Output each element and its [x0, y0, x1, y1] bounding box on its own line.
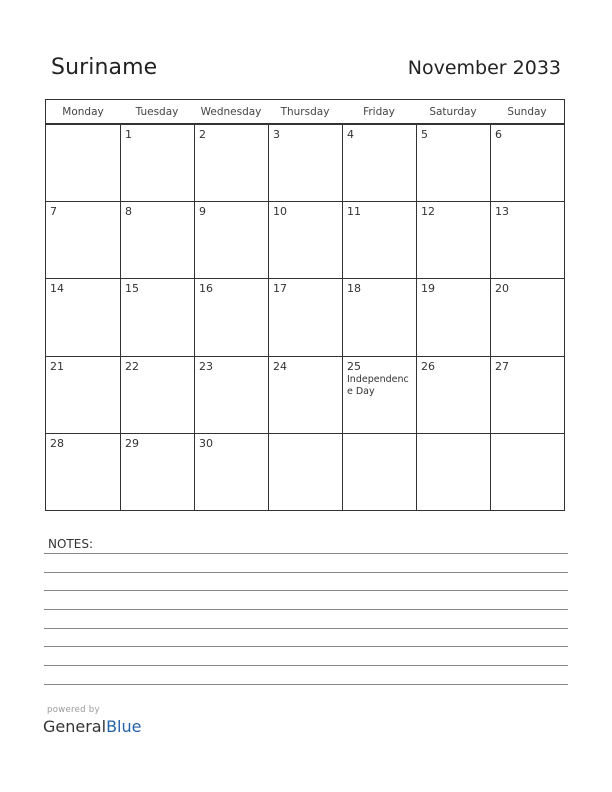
day-cell	[46, 201, 120, 278]
day-cell	[268, 356, 342, 433]
brand-general: General	[43, 717, 107, 736]
brand-blue: Blue	[106, 717, 142, 736]
day-number: 22	[125, 359, 139, 373]
month-title: November 2033	[407, 57, 561, 79]
country-title: Suriname	[51, 55, 158, 80]
day-number: 3	[273, 128, 280, 141]
day-cell	[342, 201, 416, 278]
day-cell	[490, 433, 564, 510]
note-line	[44, 590, 568, 591]
note-line	[44, 553, 568, 554]
day-cell	[120, 278, 194, 355]
day-number: 1	[125, 128, 132, 141]
day-number: 23	[199, 359, 213, 373]
day-number: 20	[495, 282, 509, 296]
day-cell	[120, 124, 194, 201]
notes-label: NOTES:	[48, 537, 93, 551]
day-cell	[268, 201, 342, 278]
day-number: 5	[421, 128, 428, 141]
day-number: 4	[347, 128, 354, 141]
note-line	[44, 684, 568, 685]
day-cell	[342, 433, 416, 510]
day-number: 14	[50, 282, 64, 296]
day-number: 7	[50, 205, 57, 219]
day-cell	[416, 356, 490, 433]
day-cell	[46, 356, 120, 433]
day-number: 18	[347, 282, 361, 296]
day-cell	[416, 433, 490, 510]
day-cell	[490, 278, 564, 355]
day-number: 2	[199, 128, 206, 141]
day-cell	[268, 278, 342, 355]
day-number: 21	[50, 359, 64, 373]
day-number: 28	[50, 436, 64, 450]
note-line	[44, 646, 568, 647]
day-number: 10	[273, 205, 287, 219]
day-number: 29	[125, 436, 139, 450]
day-cell	[490, 356, 564, 433]
note-line	[44, 628, 568, 629]
note-line	[44, 572, 568, 573]
day-number: 15	[125, 282, 139, 296]
day-cell	[46, 278, 120, 355]
day-cell	[268, 124, 342, 201]
day-number: 30	[199, 436, 213, 450]
day-cell	[490, 124, 564, 201]
day-cell	[268, 433, 342, 510]
day-number: 25	[347, 359, 361, 373]
weekday-header: Saturday	[416, 100, 490, 124]
day-cell	[416, 201, 490, 278]
note-line	[44, 665, 568, 666]
day-cell	[46, 433, 120, 510]
day-cell	[120, 433, 194, 510]
weekday-header: Wednesday	[194, 100, 268, 124]
day-number: 12	[421, 205, 435, 219]
day-number: 27	[495, 359, 509, 373]
day-number: 9	[199, 205, 206, 219]
calendar-grid	[45, 99, 565, 511]
day-cell	[342, 356, 416, 433]
weekday-header: Monday	[46, 100, 120, 124]
day-cell	[416, 124, 490, 201]
holiday-label: Independence Day	[347, 373, 409, 397]
day-cell	[490, 201, 564, 278]
note-line	[44, 609, 568, 610]
day-cell	[46, 124, 120, 201]
day-cell	[416, 278, 490, 355]
day-number: 19	[421, 282, 435, 296]
weekday-header: Friday	[342, 100, 416, 124]
day-number: 6	[495, 128, 502, 141]
weekday-header: Tuesday	[120, 100, 194, 124]
day-cell	[194, 433, 268, 510]
weekday-header: Thursday	[268, 100, 342, 124]
day-cell	[342, 278, 416, 355]
day-cell	[120, 356, 194, 433]
day-cell	[120, 201, 194, 278]
weekday-header: Sunday	[490, 100, 564, 124]
day-number: 8	[125, 205, 132, 219]
day-cell	[194, 278, 268, 355]
day-number: 11	[347, 205, 361, 219]
day-number: 16	[199, 282, 213, 296]
day-number: 24	[273, 359, 287, 373]
day-number: 26	[421, 359, 435, 373]
day-number: 17	[273, 282, 287, 296]
day-cell	[194, 201, 268, 278]
powered-by-text: powered by	[47, 705, 100, 715]
brand-logo	[43, 717, 141, 736]
day-cell	[194, 124, 268, 201]
day-number: 13	[495, 205, 509, 219]
day-cell	[194, 356, 268, 433]
day-cell	[342, 124, 416, 201]
